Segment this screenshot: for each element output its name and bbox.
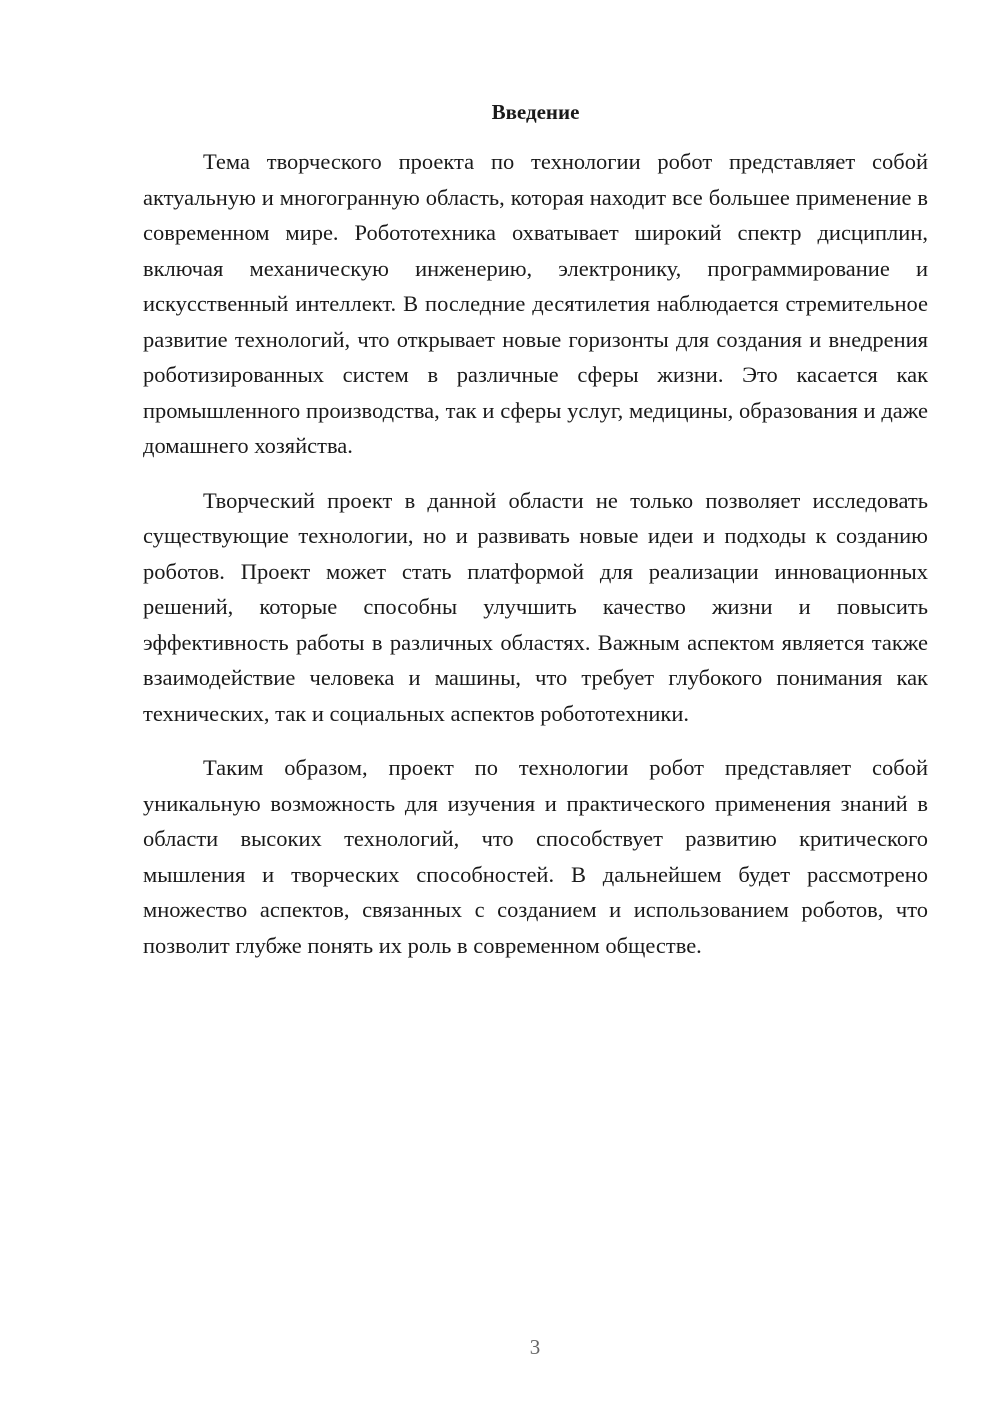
page-number: 3 <box>529 1335 541 1359</box>
paragraph-3: Таким образом, проект по технологии робот представляет собой уникальную возможность для изучения и практического применения знаний в области высоких технологий, что способствует развитию критического мышления и творческих способностей. В дальнейшем будет рассмотрено множество аспектов, связанных с созданием и использованием роботов, что позволит глубже понять их роль в современном обществе. <box>143 755 928 958</box>
paragraph-2: Творческий проект в данной области не только позволяет исследовать существующие технологии, но и развивать новые идеи и подходы к созданию роботов. Проект может стать платформой для реализации инновационных решений, которые способны улучшить качество жизни и повысить эффективность работы в различных областях. Важным аспектом является также взаимодействие человека и машины, что требует глубокого понимания как технических, так и социальных аспектов робототехники. <box>143 487 928 726</box>
paragraph-1: Тема творческого проекта по технологии робот представляет собой актуальную и многогранную область, которая находит все большее применение в современном мире. Робототехника охватывает широкий спектр дисциплин, включая механическую инженерию, электронику, программирование и искусственный интеллект. В последние десятилетия наблюдается стремительное развитие технологий, что открывает новые горизонты для создания и внедрения роботизированных систем в различные сферы жизни. Это касается как промышленного производства, так и сферы услуг, медицины, образования и даже домашнего хозяйства. <box>143 149 928 458</box>
page-content <box>143 96 928 963</box>
section-heading: Введение <box>491 100 580 124</box>
